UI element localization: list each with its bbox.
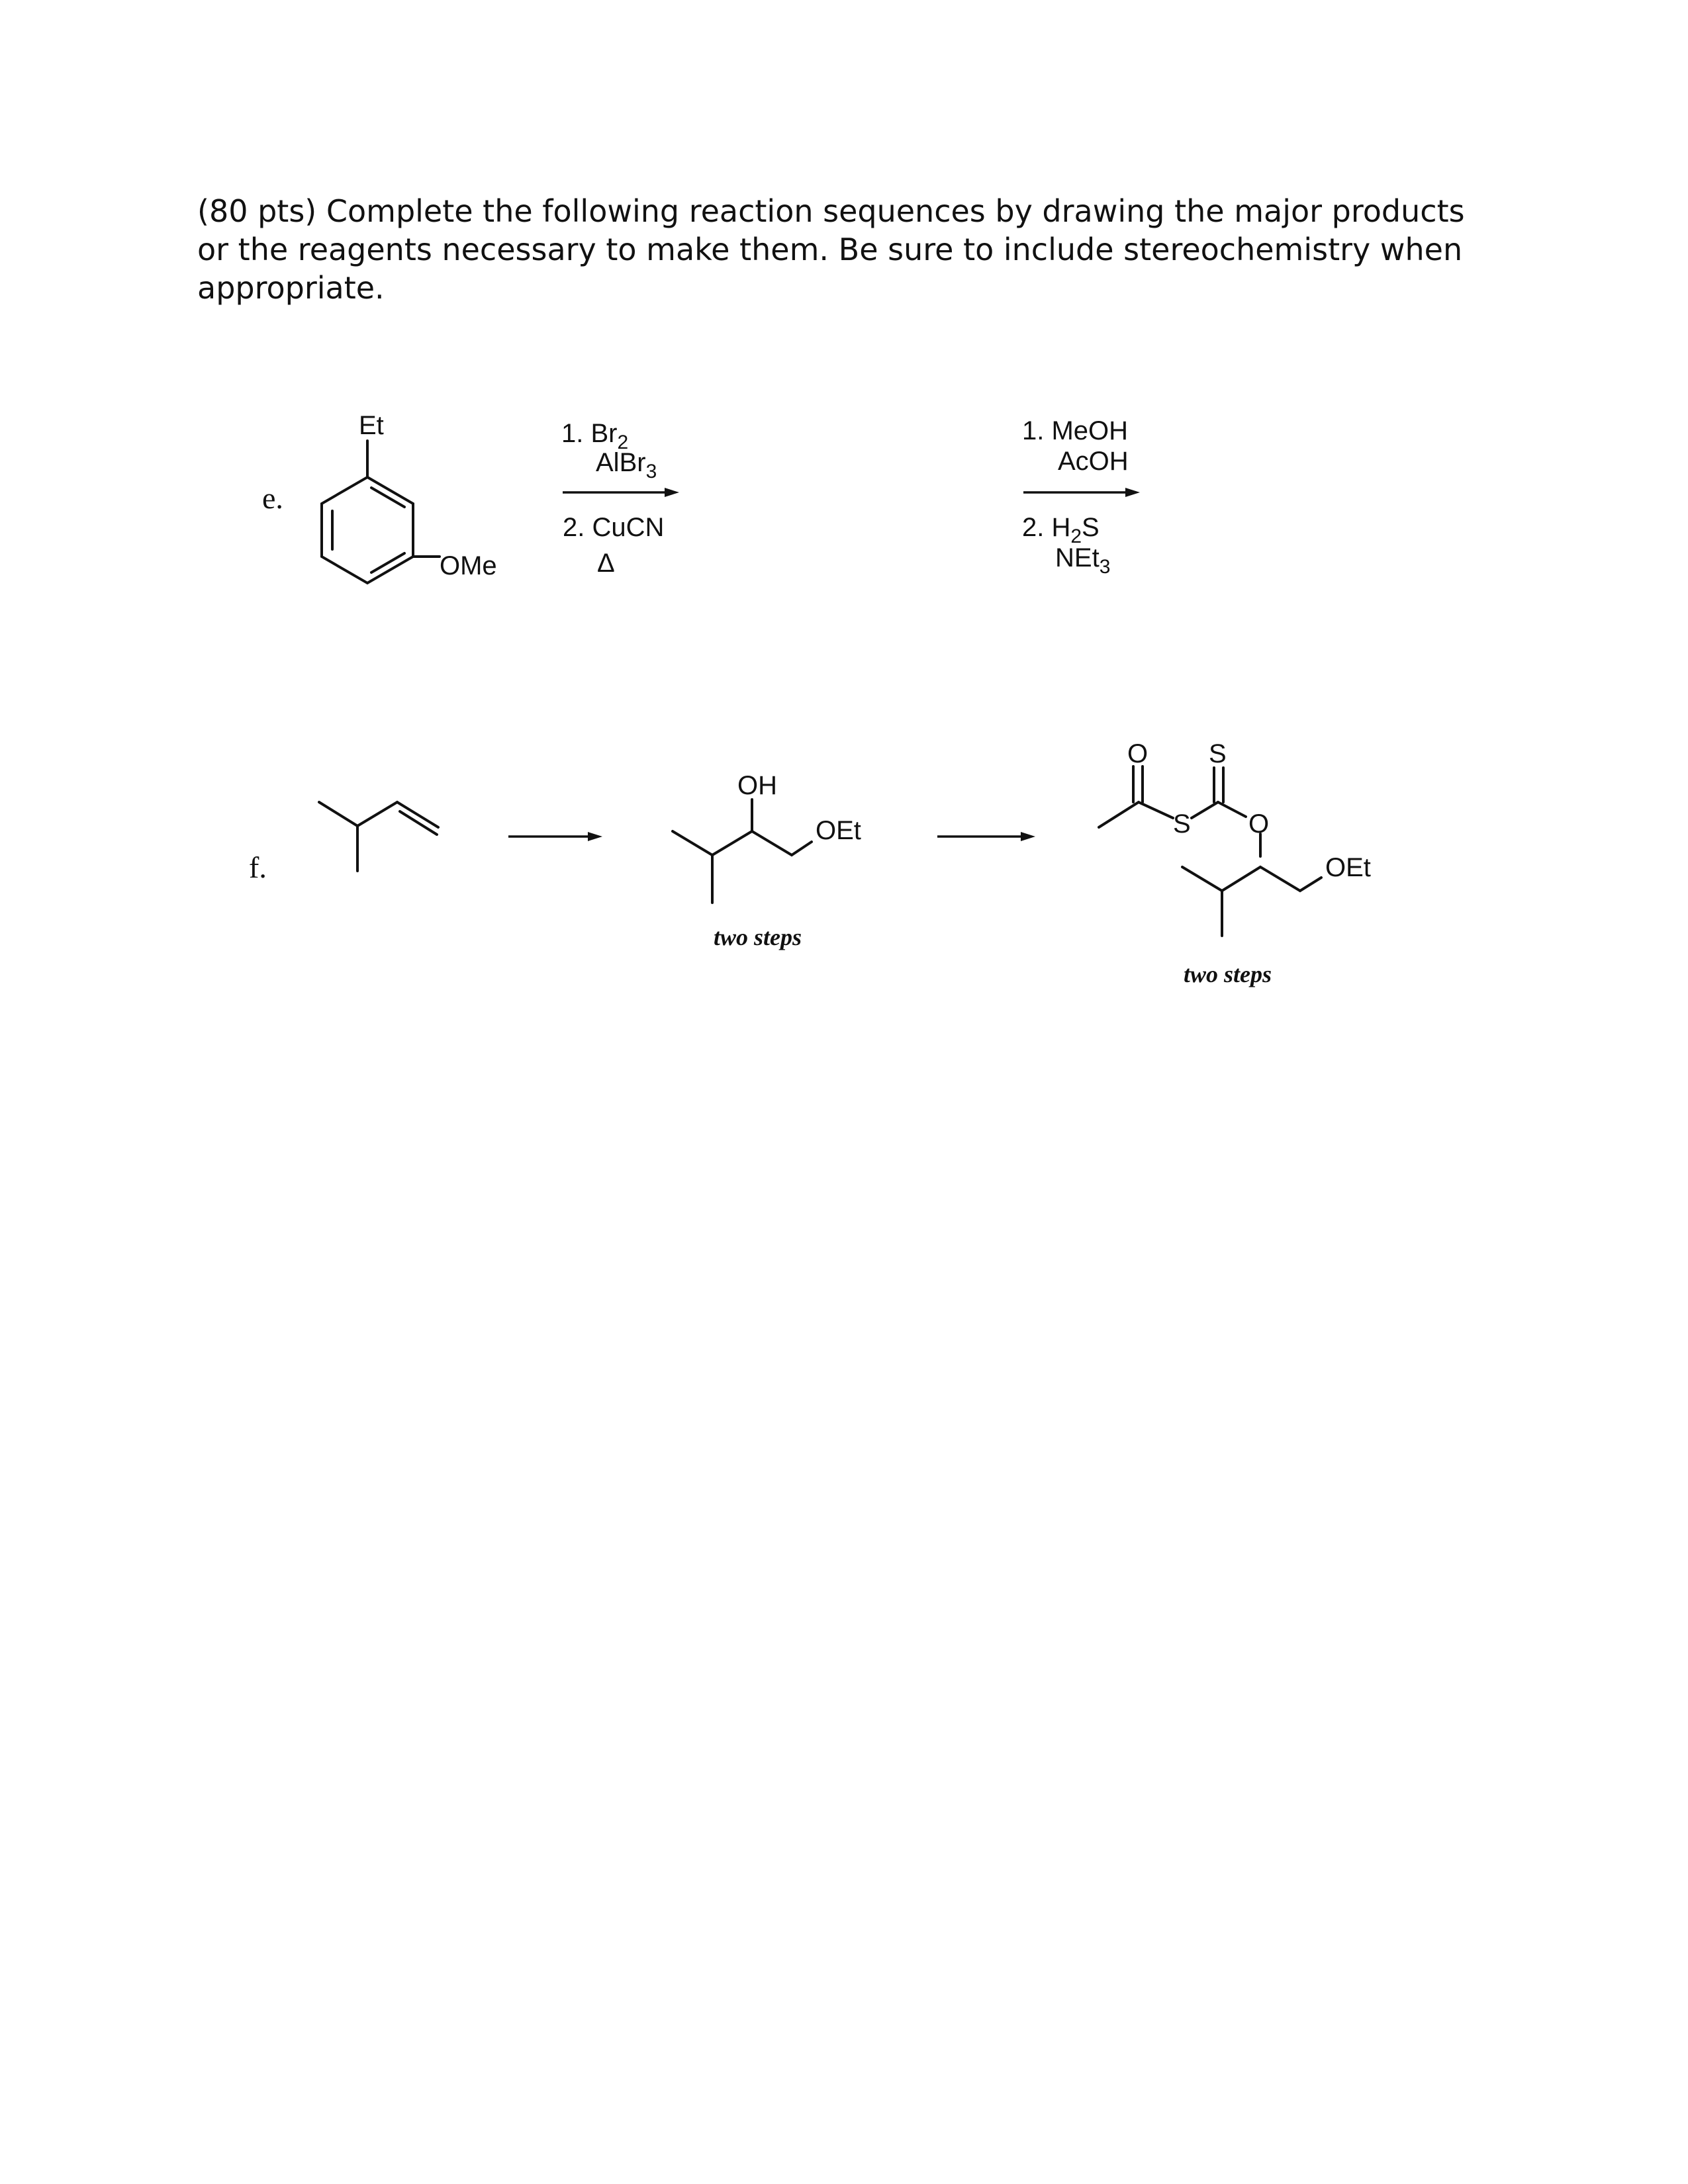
benzene-ring: [322, 477, 413, 583]
thione-sulfur-label: S: [1209, 739, 1227, 768]
reagents-step-2: [1022, 416, 1129, 578]
thio-bond: [1218, 802, 1246, 817]
intermediate-alcohol: [673, 771, 861, 903]
ethoxy-label: OEt: [1325, 853, 1371, 882]
instructions-line-2: or the reagents necessary to make them. Be sure to include stereochemistry when: [197, 232, 1463, 267]
reagent-heat: Δ: [597, 549, 615, 578]
reagent-h2s: 2. $H_2S$: [1022, 513, 1100, 547]
reagent-albr3: AlBr$_3$: [596, 448, 657, 482]
ring-double-bond: [371, 553, 404, 572]
methoxy-label: OMe: [440, 551, 497, 580]
bridge-sulfur-label: S: [1173, 809, 1191, 839]
two-steps-note-1: two steps: [714, 924, 802, 950]
reagent-meoh: 1. MeOH: [1022, 416, 1129, 445]
carbonyl-oxygen-label: O: [1127, 739, 1149, 768]
instructions-line-3: appropriate.: [197, 270, 385, 306]
reagent-net3: NEt$_3$: [1055, 543, 1111, 578]
intermediate-chain: [673, 831, 812, 855]
reagent-br2: 1. $Br_2$: [561, 419, 629, 453]
reaction-arrow-1: [563, 488, 679, 497]
reaction-arrow-2: [1023, 488, 1140, 497]
hydroxyl-label: OH: [737, 771, 777, 800]
thio-bond: [1192, 802, 1218, 818]
instructions-line-1: (80 pts) Complete the following reaction sequences by drawing the major products: [197, 193, 1465, 229]
ether-oxygen-label: O: [1248, 809, 1270, 839]
product-chain: [1182, 867, 1321, 891]
problem-e: [262, 411, 1140, 583]
reagents-step-1: [561, 419, 664, 578]
arrow-head: [1125, 488, 1140, 497]
ring-double-bond: [371, 488, 404, 507]
arrow-head: [588, 832, 602, 841]
ethoxy-label: OEt: [816, 816, 861, 845]
problem-f-label: f.: [249, 850, 267, 884]
acetyl-chain: [1099, 802, 1173, 827]
starting-material-anisole: [322, 411, 497, 583]
starting-material-alkene: [319, 802, 438, 871]
two-steps-note-2: two steps: [1184, 961, 1272, 987]
problem-f: [249, 739, 1371, 987]
reaction-arrow-3: [508, 832, 602, 841]
product-xanthate: [1099, 739, 1371, 936]
ethyl-label: Et: [359, 411, 384, 440]
reagent-acoh: AcOH: [1058, 447, 1129, 476]
arrow-head: [665, 488, 679, 497]
arrow-head: [1021, 832, 1035, 841]
problem-e-label: e.: [262, 481, 283, 515]
reaction-arrow-4: [937, 832, 1035, 841]
reagent-cucn: 2. CuCN: [563, 513, 665, 542]
